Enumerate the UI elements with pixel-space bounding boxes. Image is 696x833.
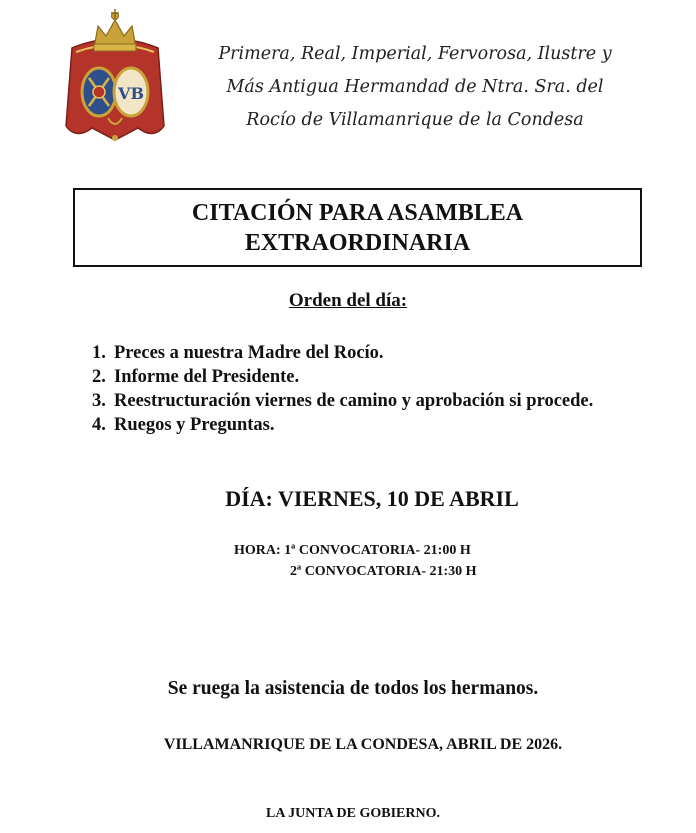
- second-call-time: 2ª CONVOCATORIA- 21:30 H: [290, 564, 477, 579]
- first-call-time: HORA: 1ª CONVOCATORIA- 21:00 H: [234, 543, 471, 558]
- agenda-item-number: 2.: [92, 367, 106, 387]
- title-line: EXTRAORDINARIA: [244, 229, 471, 256]
- place-and-date: VILLAMANRIQUE DE LA CONDESA, ABRIL DE 2026.: [163, 736, 563, 753]
- crest-initials: VB: [118, 84, 144, 103]
- agenda-item-text: Preces a nuestra Madre del Rocío.: [114, 343, 384, 363]
- agenda-item-number: 3.: [92, 391, 106, 411]
- agenda-item: [92, 413, 612, 437]
- agenda-heading: Orden del día:: [288, 290, 408, 311]
- agenda-item-text: Reestructuración viernes de camino y aprobación si procede.: [114, 391, 594, 411]
- brotherhood-name: [210, 38, 620, 137]
- brotherhood-line: Primera, Real, Imperial, Fervorosa, Ilustre y: [218, 44, 612, 64]
- agenda-item: [92, 341, 612, 365]
- brotherhood-line: Más Antigua Hermandad de Ntra. Sra. del: [226, 77, 604, 97]
- document-title-box: [73, 188, 642, 267]
- brotherhood-crest-logo: [64, 8, 166, 150]
- agenda-item-number: 4.: [92, 415, 106, 435]
- signature-board: LA JUNTA DE GOBIERNO.: [266, 806, 440, 821]
- agenda-item: [92, 365, 612, 389]
- agenda-item: [92, 389, 612, 413]
- agenda-item-text: Informe del Presidente.: [114, 367, 300, 387]
- brotherhood-line: Rocío de Villamanrique de la Condesa: [246, 110, 584, 130]
- attendance-request: Se ruega la asistencia de todos los hermanos.: [167, 678, 539, 699]
- meeting-date: DÍA: VIERNES, 10 DE ABRIL: [225, 486, 519, 511]
- agenda-item-text: Ruegos y Preguntas.: [114, 415, 275, 435]
- title-line: CITACIÓN PARA ASAMBLEA: [191, 199, 524, 226]
- agenda-item-number: 1.: [92, 343, 106, 363]
- agenda-list: [92, 341, 612, 437]
